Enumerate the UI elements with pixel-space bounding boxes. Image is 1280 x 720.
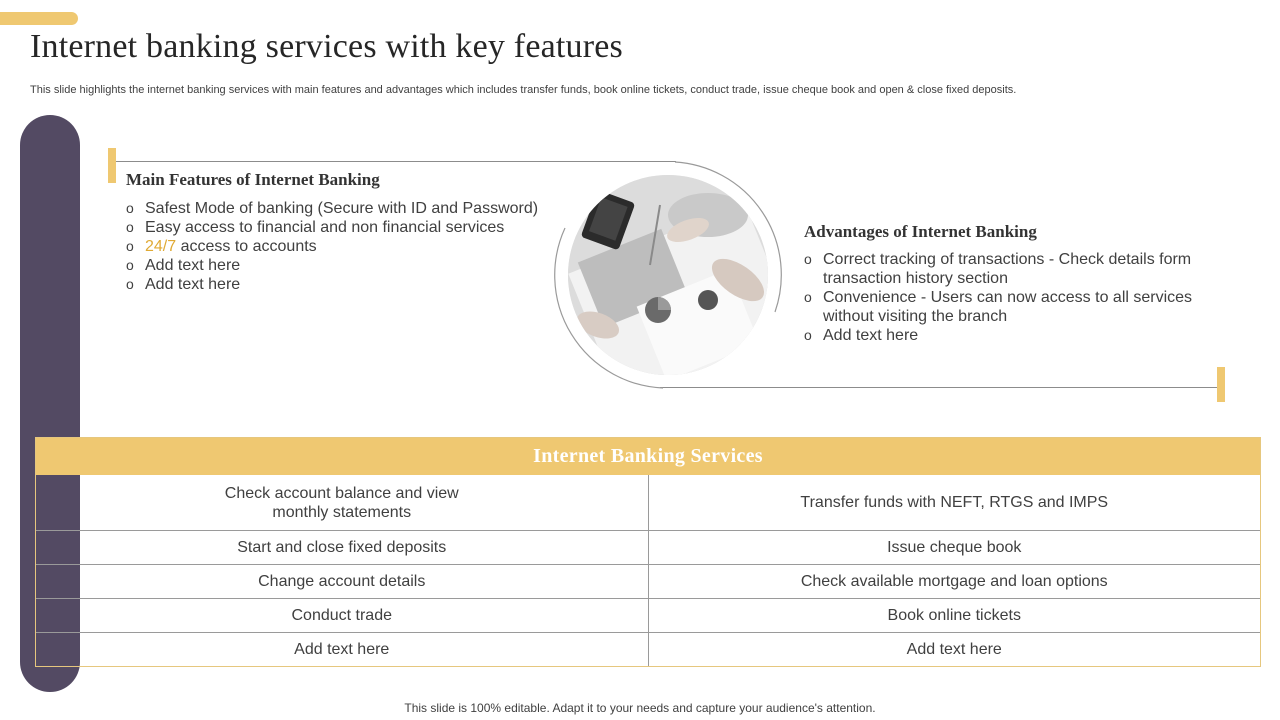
table-row xyxy=(36,475,1260,530)
table-cell: Check account balance and view monthly statements xyxy=(224,484,459,521)
features-list-item: o Add text here xyxy=(126,256,566,275)
table-row xyxy=(36,530,1260,564)
services-table xyxy=(35,437,1261,667)
banking-documents-photo xyxy=(568,175,768,375)
top-accent-bar xyxy=(0,12,78,25)
table-cell: Transfer funds with NEFT, RTGS and IMPS xyxy=(648,475,1261,530)
highlight-text: 24/7 xyxy=(145,238,177,255)
table-row xyxy=(36,598,1260,632)
table-cell: Conduct trade xyxy=(291,607,392,624)
features-list-item: o Add text here xyxy=(126,275,566,294)
features-accent-bar xyxy=(108,148,116,183)
advantages-heading: Advantages of Internet Banking xyxy=(804,222,1037,241)
footer-note: This slide is 100% editable. Adapt it to your needs and capture your audience's attention. xyxy=(404,701,876,715)
table-cell: Issue cheque book xyxy=(648,531,1261,564)
page-title: Internet banking services with key features xyxy=(30,28,623,65)
services-table-header: Internet Banking Services xyxy=(36,438,1260,475)
table-row xyxy=(36,632,1260,666)
advantages-list-item: o Add text here xyxy=(804,326,1224,345)
features-list-item: o Easy access to financial and non financial services xyxy=(126,218,566,237)
page-subtitle: This slide highlights the internet banking services with main features and advantages which includes transfer funds, book online tickets, conduct trade, issue cheque book and open & close fixed deposits. xyxy=(30,84,1017,96)
table-cell: Change account details xyxy=(258,573,426,590)
documents-illustration xyxy=(568,175,768,375)
advantages-list xyxy=(804,250,1224,345)
advantages-list-item: o Convenience - Users can now access to all services without visiting the branch xyxy=(804,288,1224,326)
table-cell: Book online tickets xyxy=(648,599,1261,632)
table-cell: Add text here xyxy=(294,641,390,658)
features-list-item: o Safest Mode of banking (Secure with ID and Password) xyxy=(126,199,566,218)
features-heading: Main Features of Internet Banking xyxy=(126,170,380,189)
advantages-accent-bar xyxy=(1217,367,1225,402)
table-cell: Check available mortgage and loan options xyxy=(648,565,1261,598)
table-cell: Add text here xyxy=(648,633,1261,666)
features-list xyxy=(126,199,566,294)
table-row xyxy=(36,564,1260,598)
table-cell: Start and close fixed deposits xyxy=(237,539,447,556)
advantages-list-item: o Correct tracking of transactions - Check details form transaction history section xyxy=(804,250,1224,288)
features-list-item: o 24/7 access to accounts xyxy=(126,237,566,256)
